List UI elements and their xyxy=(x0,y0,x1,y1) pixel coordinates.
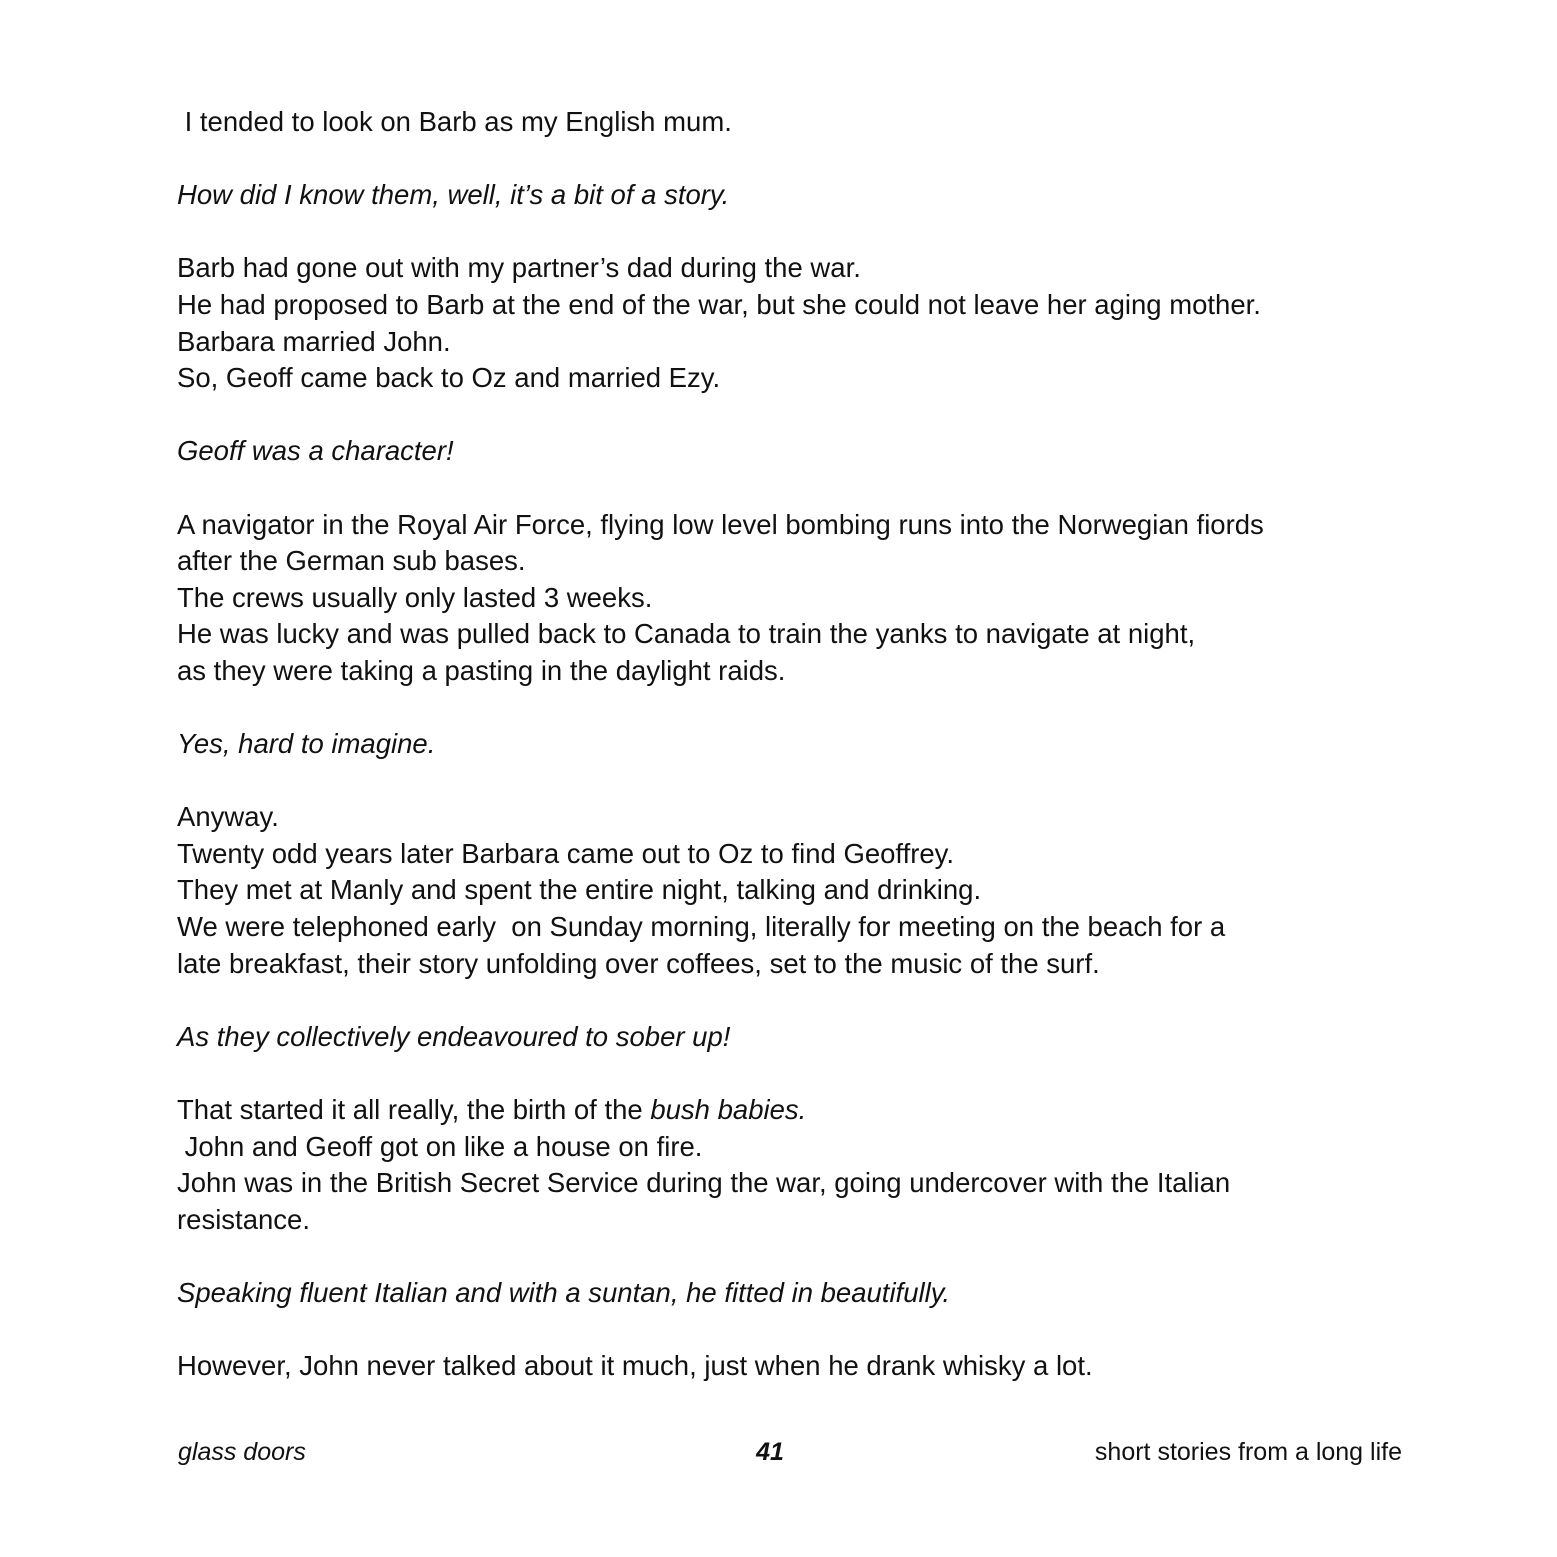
text-line: How did I know them, well, it’s a bit of a story. xyxy=(177,179,730,211)
footer-book-title: glass doors xyxy=(178,1438,306,1466)
text-line: So, Geoff came back to Oz and married Ezy. xyxy=(177,362,721,394)
paragraph-geoff-character xyxy=(177,433,1417,470)
text-line: John and Geoff got on like a house on fire. xyxy=(177,1130,703,1162)
text-line: Barb had gone out with my partner’s dad during the war. xyxy=(177,252,861,284)
text-line: We were telephoned early on Sunday morning, literally for meeting on the beach for a xyxy=(177,911,1226,943)
paragraph-hard-to-imagine xyxy=(177,726,1417,763)
paragraph-english-mum xyxy=(177,104,1417,141)
paragraph-barbara-came-to-oz xyxy=(177,799,1417,982)
text-line: late breakfast, their story unfolding over coffees, set to the music of the surf. xyxy=(177,947,1100,979)
footer-subtitle: short stories from a long life xyxy=(1094,1438,1402,1466)
paragraph-fluent-italian xyxy=(177,1275,1417,1312)
text-line: John was in the British Secret Service during the war, going undercover with the Italian xyxy=(177,1167,1231,1199)
text-line: Speaking fluent Italian and with a suntan, he fitted in beautifully. xyxy=(177,1277,951,1308)
text-line: However, John never talked about it much, just when he drank whisky a lot. xyxy=(177,1350,1093,1382)
page-number: 41 xyxy=(756,1438,784,1466)
page-footer xyxy=(0,1432,1557,1472)
text-line: Geoff was a character! xyxy=(177,435,454,467)
text-line: Anyway. xyxy=(177,801,279,833)
text-line: The crews usually only lasted 3 weeks. xyxy=(177,581,653,613)
text-line: Yes, hard to imagine. xyxy=(177,728,436,760)
paragraph-bush-babies xyxy=(177,1092,1417,1238)
text-line: They met at Manly and spent the entire night, talking and drinking. xyxy=(177,874,982,906)
text-line: As they collectively endeavoured to sober up! xyxy=(177,1020,731,1052)
text-line: I tended to look on Barb as my English mum. xyxy=(177,106,732,137)
text-line: resistance. xyxy=(177,1203,310,1235)
text-line: Barbara married John. xyxy=(177,325,451,357)
paragraph-navigator xyxy=(177,507,1417,690)
text-line: He had proposed to Barb at the end of the war, but she could not leave her aging mother. xyxy=(177,288,1261,320)
text-line: after the German sub bases. xyxy=(177,545,526,577)
text-line: A navigator in the Royal Air Force, flying low level bombing runs into the Norwegian fiords xyxy=(177,508,1264,540)
text-line: as they were taking a pasting in the daylight raids. xyxy=(177,654,786,686)
text-line xyxy=(177,1092,1417,1129)
text-line: He was lucky and was pulled back to Canada to train the yanks to navigate at night, xyxy=(177,618,1196,650)
paragraph-how-did-i-know xyxy=(177,177,1417,214)
paragraph-sober-up xyxy=(177,1019,1417,1056)
text-line: Twenty odd years later Barbara came out to Oz to find Geoffrey. xyxy=(177,837,955,869)
paragraph-whisky xyxy=(177,1348,1417,1385)
bush-babies-emphasis: bush babies. xyxy=(650,1094,807,1126)
paragraph-barb-and-geoff xyxy=(177,250,1417,396)
page-body xyxy=(177,104,1417,1385)
text-run: That started it all really, the birth of the xyxy=(177,1094,651,1126)
